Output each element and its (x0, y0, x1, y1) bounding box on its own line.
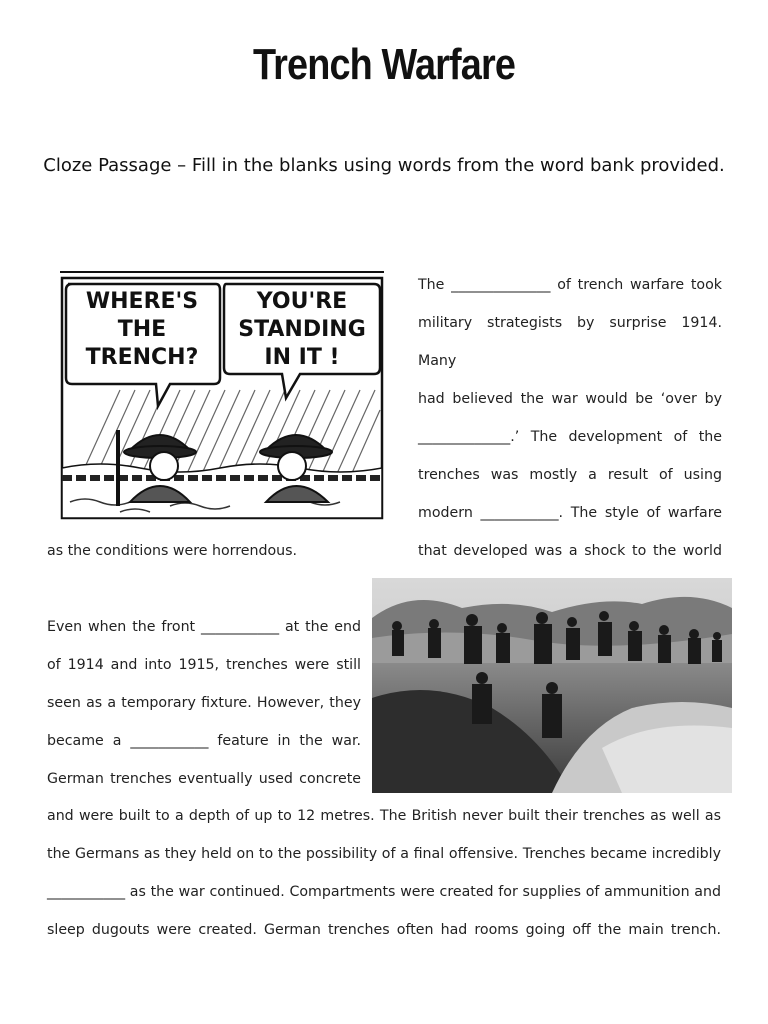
trench-photo (372, 578, 732, 793)
cartoon-image (60, 270, 384, 525)
bubble-left-line-3: TRENCH? (85, 345, 199, 370)
bubble-right-line-3: IN IT ! (264, 345, 340, 370)
paragraph-3-line: sleep dugouts were created. German trenches often had rooms going off the main trench. (47, 922, 721, 938)
bubble-left-line-2: THE (117, 317, 167, 342)
bubble-right-line-2: STANDING (238, 317, 366, 342)
paragraph-1-line: had believed the war would be ‘over by (418, 391, 722, 407)
paragraph-2-line: of 1914 and into 1915, trenches were still (47, 657, 361, 673)
paragraph-3 (47, 797, 721, 949)
paragraph-1-line: The ______________ of trench warfare took (418, 277, 722, 293)
paragraph-1 (418, 266, 722, 570)
paragraph-2-line: German trenches eventually used concrete (47, 771, 361, 787)
paragraph-1-line: _____________.’ The development of the (418, 429, 722, 445)
bubble-right-line-1: YOU'RE (256, 289, 348, 314)
bubble-left-line-1: WHERE'S (85, 289, 199, 314)
paragraph-1-line: that developed was a shock to the world (418, 543, 722, 559)
paragraph-2 (47, 608, 361, 798)
paragraph-3-line: the Germans as they held on to the possibility of a final offensive. Trenches became incredibly (47, 846, 721, 862)
paragraph-2-line: Even when the front ___________ at the end (47, 619, 361, 635)
paragraph-1-line: trenches was mostly a result of using (418, 467, 722, 483)
paragraph-1-line: military strategists by surprise 1914. Many (418, 315, 722, 369)
page-title: Trench Warfare (252, 40, 516, 89)
paragraph-1-line: modern ___________. The style of warfare (418, 505, 722, 521)
instructions: Cloze Passage – Fill in the blanks using words from the word bank provided. (43, 155, 725, 176)
paragraph-1-continuation: as the conditions were horrendous. (47, 543, 298, 559)
paragraph-2-line: became a ___________ feature in the war. (47, 733, 361, 749)
paragraph-3-line: and were built to a depth of up to 12 metres. The British never built their trenches as well as (47, 808, 721, 824)
paragraph-2-line: seen as a temporary fixture. However, they (47, 695, 361, 711)
paragraph-3-line: ___________ as the war continued. Compartments were created for supplies of ammunition and (47, 884, 721, 900)
